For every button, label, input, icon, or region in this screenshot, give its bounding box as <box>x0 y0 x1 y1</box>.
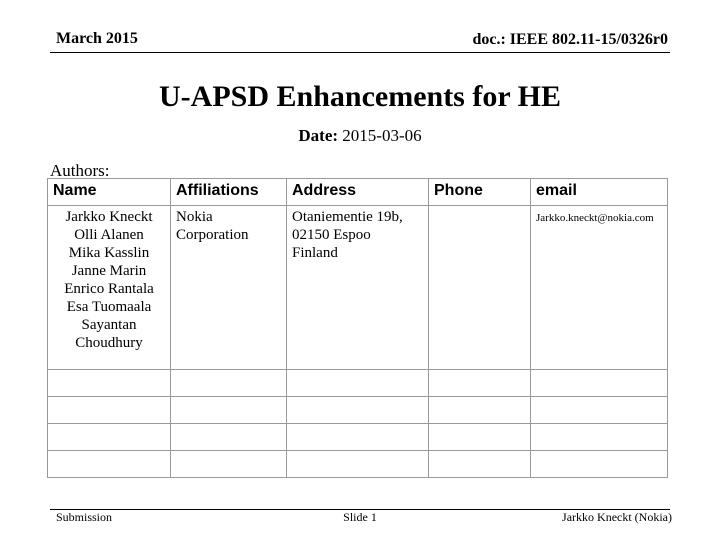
author-name: Mika Kasslin <box>68 245 150 261</box>
column-header-address: Address <box>287 179 429 206</box>
table-row <box>48 451 668 478</box>
affiliation-line: Nokia <box>176 209 213 225</box>
author-name: Choudhury <box>75 335 143 351</box>
footer-slide-number: Slide 1 <box>343 510 377 524</box>
author-name: Sayantan <box>81 317 137 333</box>
phone-cell <box>429 206 531 370</box>
address-line: 02150 Espoo <box>292 227 371 243</box>
header-rule <box>50 52 670 53</box>
date-value: 2015-03-06 <box>342 126 422 145</box>
author-name: Olli Alanen <box>74 227 144 243</box>
address-line: Finland <box>292 245 338 261</box>
affiliation-cell <box>171 206 287 370</box>
address-cell <box>287 206 429 370</box>
header-date: March 2015 <box>56 30 138 47</box>
table-row <box>48 206 668 370</box>
column-header-name: Name <box>48 179 171 206</box>
table-row <box>48 370 668 397</box>
date-label: Date: <box>298 126 339 145</box>
table-row <box>48 424 668 451</box>
names-cell <box>48 206 171 370</box>
address-line: Otaniementie 19b, <box>292 209 403 225</box>
email-cell: Jarkko.kneckt@nokia.com <box>531 206 668 370</box>
author-name: Jarkko Kneckt <box>65 209 153 225</box>
authors-label: Authors: <box>50 161 110 180</box>
author-name: Enrico Rantala <box>64 281 154 297</box>
authors-table <box>47 178 668 478</box>
affiliation-line: Corporation <box>176 227 249 243</box>
column-header-affiliations: Affiliations <box>171 179 287 206</box>
header-doc-id: doc.: IEEE 802.11-15/0326r0 <box>472 31 668 48</box>
author-name: Esa Tuomaala <box>66 299 152 315</box>
date-line <box>0 126 720 146</box>
footer-submission: Submission <box>56 510 113 524</box>
table-header-row <box>48 179 668 206</box>
slide-title: U-APSD Enhancements for HE <box>159 80 561 113</box>
table-row <box>48 397 668 424</box>
footer-author: Jarkko Kneckt (Nokia) <box>562 510 672 524</box>
author-name: Janne Marin <box>71 263 147 279</box>
column-header-email: email <box>531 179 668 206</box>
column-header-phone: Phone <box>429 179 531 206</box>
